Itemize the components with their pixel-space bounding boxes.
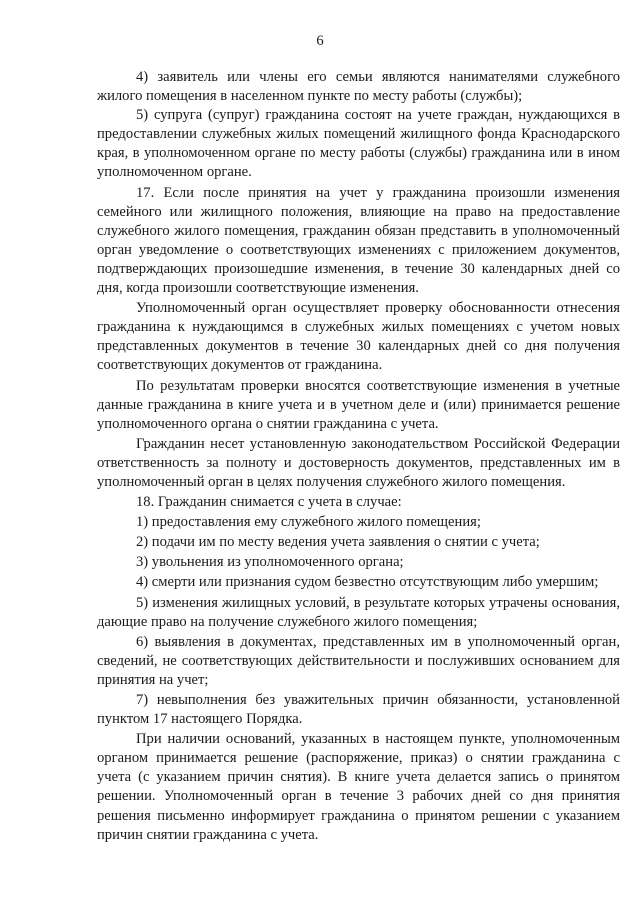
paragraph-reason-6: 6) выявления в документах, представленных им в уполномоченный орган, сведений, не соответствующих действительности и послуживших основанием для принятия на учет;: [97, 633, 620, 688]
paragraph-removal-decision: При наличии оснований, указанных в настоящем пункте, уполномоченным органом принимается решение (распоряжение, приказ) о снятии гражданина с учета (с указанием причин снятия). В книге учета делается запись о принятом решении. Уполномоченный орган в течение 3 рабочих дней со дня принятия решения письменно информирует гражданина о принятом решении с указанием причин снятии гражданина с учета.: [97, 731, 620, 843]
paragraph-clause-17: 17. Если после принятия на учет у гражданина произошли изменения семейного или жилищного положения, влияющие на право на предоставление служебного жилого помещения, гражданин обязан представить в уполномоченный орган уведомление о соответствующих изменениях с приложением документов, подтверждающих произошедшие изменения, в течение 30 календарных дней со дня, когда произошли соответствующие изменения.: [97, 184, 620, 297]
paragraph-reason-4: 4) смерти или признания судом безвестно отсутствующим либо умершим;: [136, 574, 599, 591]
paragraph-reason-7: 7) невыполнения без уважительных причин обязанности, установленной пунктом 17 настоящего Порядка.: [97, 692, 620, 728]
paragraph-item-4: 4) заявитель или члены его семьи являются нанимателями служебного жилого помещения в населенном пункте по месту работы (службы);: [97, 69, 620, 105]
paragraph-reason-5: 5) изменения жилищных условий, в результате которых утрачены основания, дающие право на получение служебного жилого помещения;: [97, 594, 620, 630]
document-body: [97, 68, 620, 845]
paragraph-responsibility: Гражданин несет установленную законодательством Российской Федерации ответственность за полноту и достоверность документов, представленных им в уполномоченный орган в целях получения служебного жилого помещения.: [97, 435, 620, 490]
paragraph-reason-2: 2) подачи им по месту ведения учета заявления о снятии с учета;: [136, 534, 540, 551]
paragraph-item-5: 5) супруга (супруг) гражданина состоят на учете граждан, нуждающихся в предоставлении служебных жилых помещений жилищного фонда Краснодарского края, в уполномоченном органе по месту работы (службы) гражданина или в ином уполномоченном органе.: [97, 107, 620, 181]
paragraph-reason-3: 3) увольнения из уполномоченного органа;: [136, 554, 404, 571]
paragraph-verification-results: По результатам проверки вносятся соответствующие изменения в учетные данные гражданина в книге учета и в учетном деле и (или) принимается решение уполномоченного органа о снятии гражданина с учета.: [97, 377, 620, 432]
page-number: 6: [316, 33, 324, 49]
paragraph-reason-1: 1) предоставления ему служебного жилого помещения;: [136, 514, 481, 531]
paragraph-clause-18: 18. Гражданин снимается с учета в случае:: [136, 494, 402, 511]
paragraph-verification: Уполномоченный орган осуществляет проверку обоснованности отнесения гражданина к нуждающимся в служебных жилых помещениях с учетом новых представленных документов в течение 30 календарных дней со дня получения соответствующих документов от гражданина.: [97, 300, 620, 374]
